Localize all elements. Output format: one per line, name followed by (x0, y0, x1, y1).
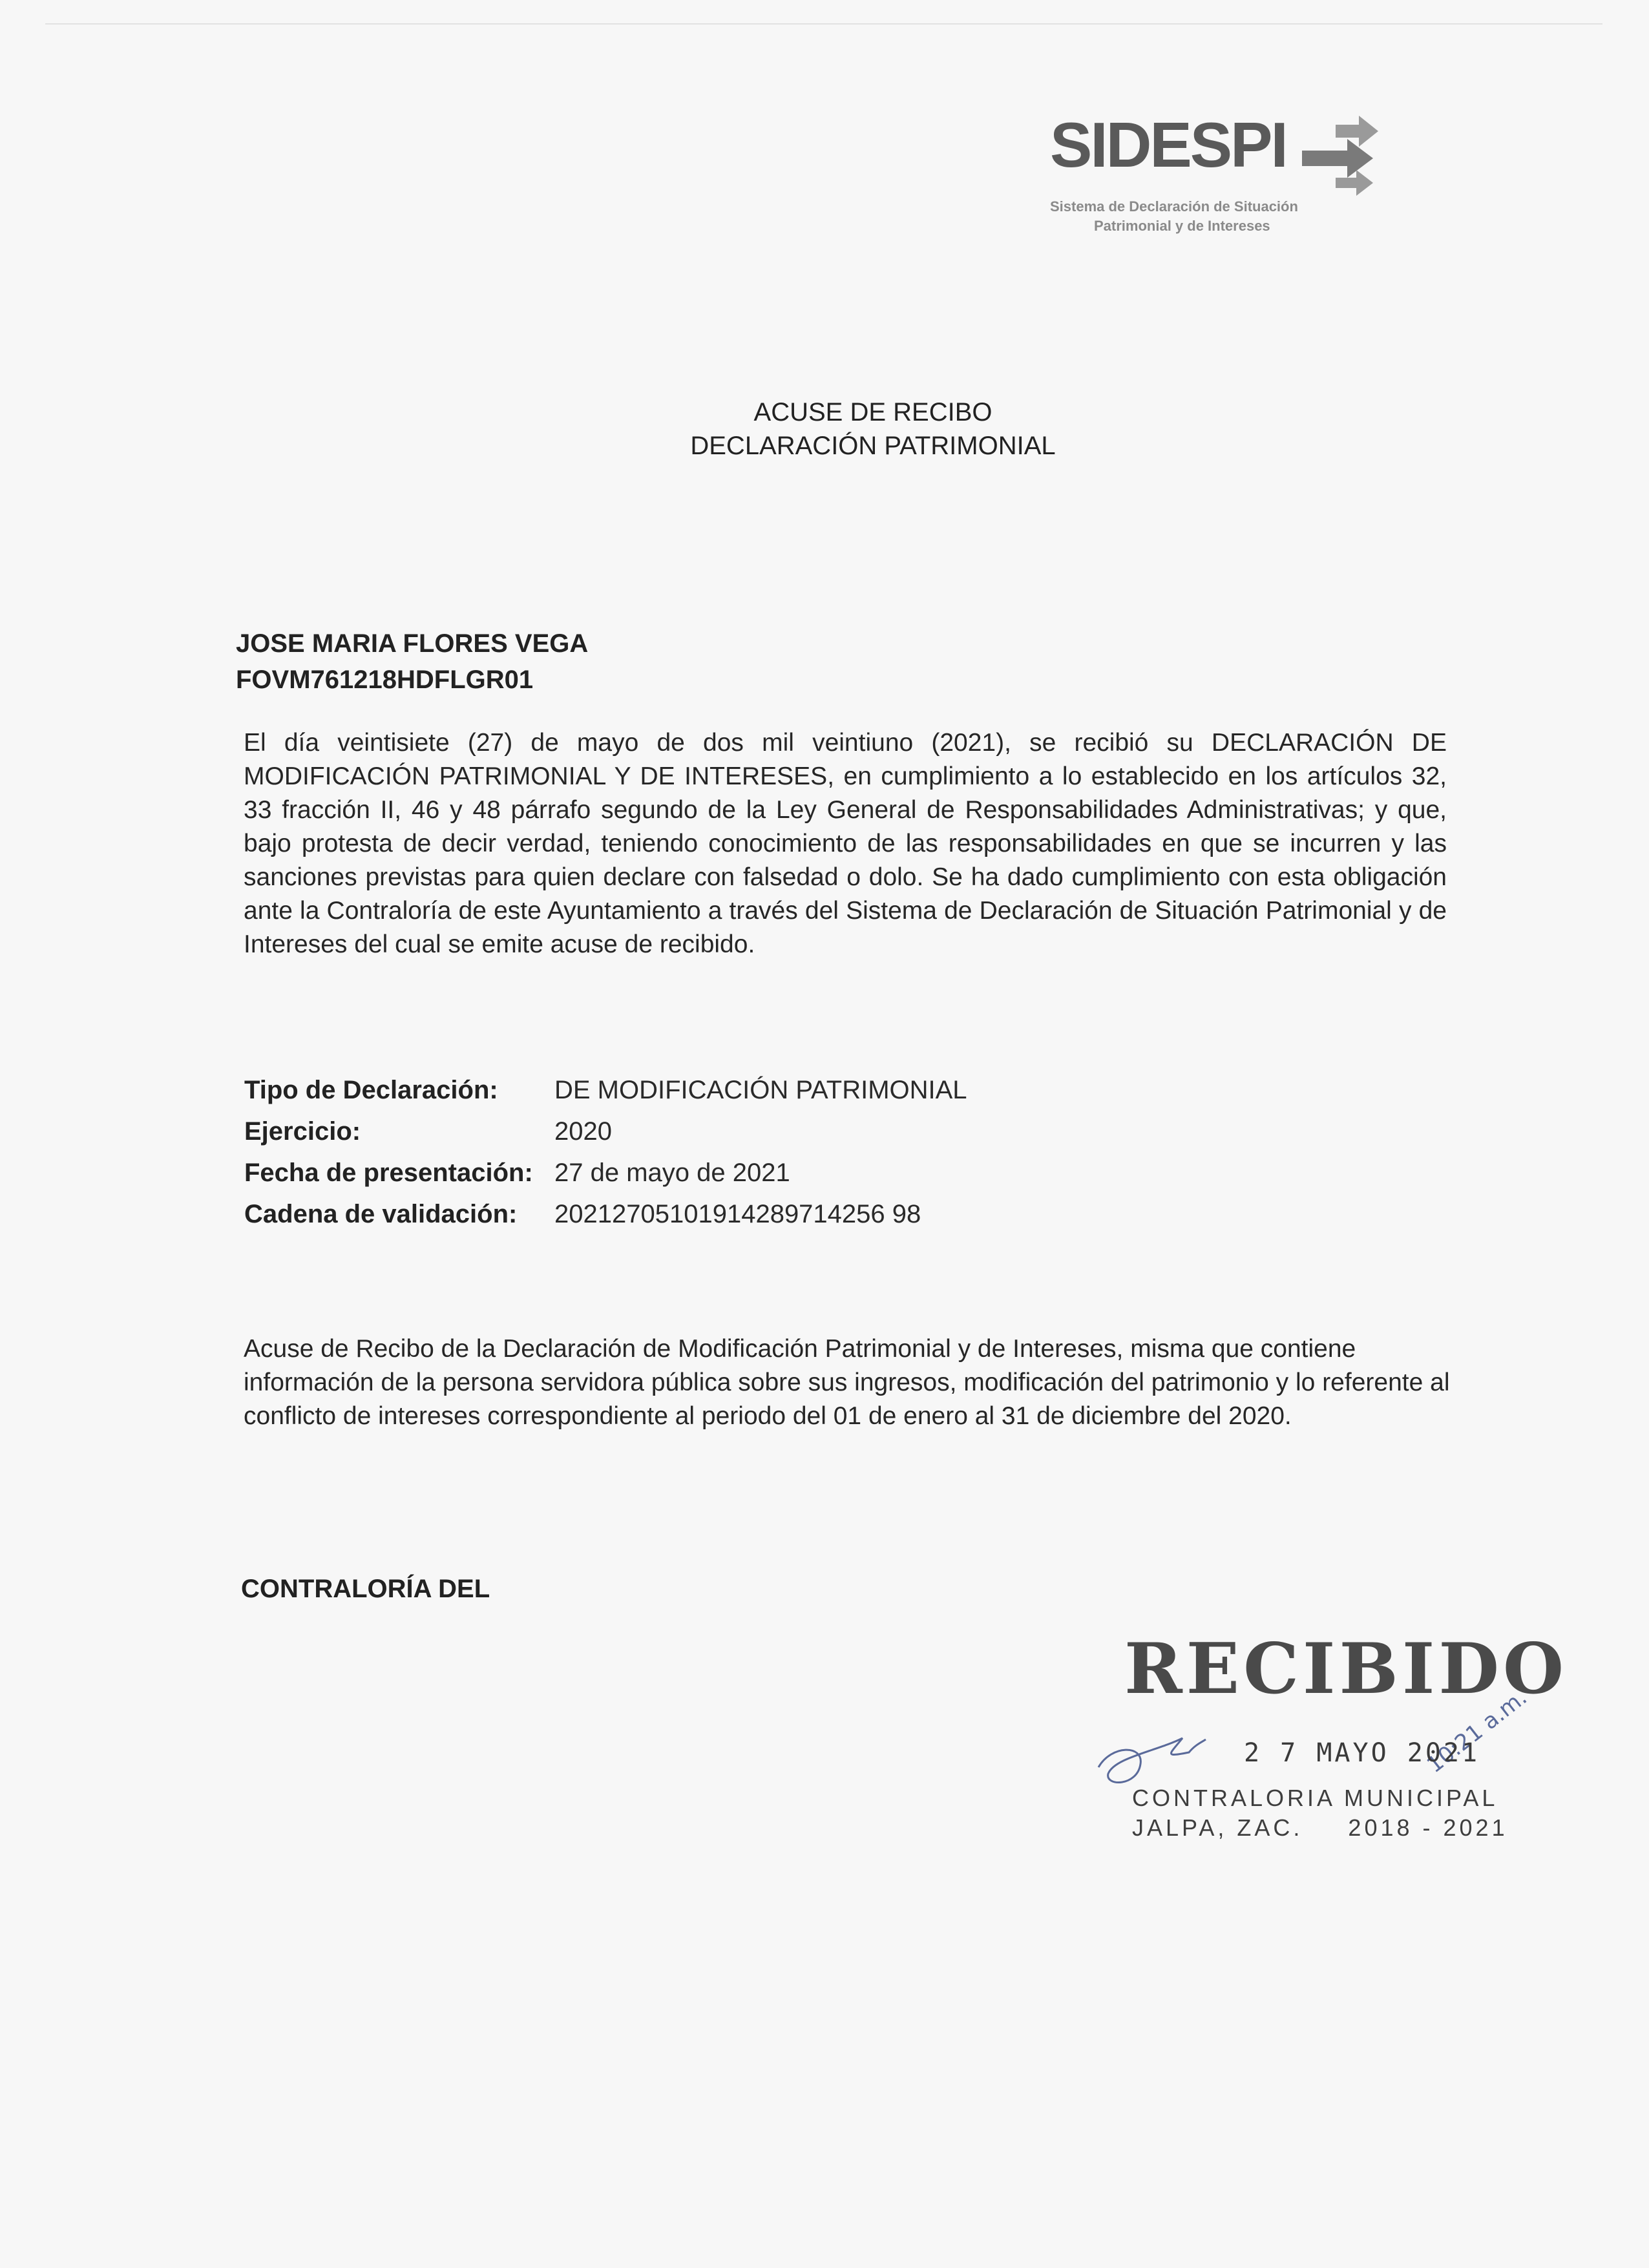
logo-tagline-1: Sistema de Declaración de Situación (1050, 198, 1298, 215)
document-title (0, 395, 1649, 463)
detail-value: 27 de mayo de 2021 (554, 1159, 790, 1187)
logo-arrows-icon (1297, 113, 1381, 197)
top-rule (45, 23, 1602, 25)
declaration-details (244, 1069, 967, 1235)
stamp-date: 2 7 MAYO 2021 (1244, 1738, 1480, 1768)
detail-value: DE MODIFICACIÓN PATRIMONIAL (554, 1076, 967, 1104)
receipt-paragraph: El día veintisiete (27) de mayo de dos mil veintiuno (2021), se recibió su DECLARACIÓN DE MODIFICACIÓN PATRIMONIAL Y DE INTERESES, en cumplimiento a lo establecido en los artículos 32, 33 fracción II, 46 y 48 párrafo segundo de la Ley General de Responsabilidades Administrativas; y que, bajo protesta de decir verdad, teniendo conocimiento de las responsabilidades en que se incurren y las sanciones previstas para quien declare con falsedad o dolo. Se ha dado cumplimiento con esta obligación ante la Contraloría de este Ayuntamiento a través del Sistema de Declaración de Situación Patrimonial y de Intereses del cual se emite acuse de recibido. (244, 729, 1447, 958)
stamp-office: CONTRALORIA MUNICIPAL (1132, 1785, 1498, 1811)
detail-value: 20212705101914289714256 98 (554, 1200, 921, 1228)
detail-label: Tipo de Declaración: (244, 1076, 498, 1104)
detail-row-cadena (244, 1193, 967, 1235)
recipient-block (236, 625, 588, 698)
stamp-period: 2018 - 2021 (1348, 1814, 1508, 1841)
detail-label: Fecha de presentación: (244, 1159, 533, 1187)
stamp-location: JALPA, ZAC. (1132, 1814, 1303, 1841)
logo-tagline-2: Patrimonial y de Intereses (1094, 218, 1270, 234)
recipient-id-code: FOVM761218HDFLGR01 (236, 666, 534, 694)
detail-row-tipo (244, 1069, 967, 1111)
detail-value: 2020 (554, 1117, 612, 1146)
stamp-word: RECIBIDO (1124, 1628, 1568, 1710)
received-stamp (1086, 1628, 1577, 1854)
signature-title: CONTRALORÍA DEL (241, 1575, 490, 1603)
title-line-2: DECLARACIÓN PATRIMONIAL (690, 432, 1056, 460)
logo-word: SIDESPI (1050, 109, 1287, 180)
detail-row-fecha (244, 1152, 967, 1193)
summary-paragraph: Acuse de Recibo de la Declaración de Modificación Patrimonial y de Intereses, misma que contiene información de la persona servidora pública sobre sus ingresos, modificación del patrimonio y lo referente al conflicto de intereses correspondiente al periodo del 01 de enero al 31 de diciembre del 2020. (244, 1335, 1450, 1430)
title-line-1: ACUSE DE RECIBO (753, 398, 993, 426)
detail-row-ejercicio (244, 1111, 967, 1152)
sidespi-logo (1050, 109, 1386, 242)
handwritten-time: 10:21 a.m. (1422, 1685, 1532, 1779)
detail-label: Cadena de validación: (244, 1200, 518, 1228)
detail-label: Ejercicio: (244, 1117, 361, 1146)
recipient-name: JOSE MARIA FLORES VEGA (236, 629, 589, 658)
stamp-location-line (1132, 1814, 1508, 1842)
